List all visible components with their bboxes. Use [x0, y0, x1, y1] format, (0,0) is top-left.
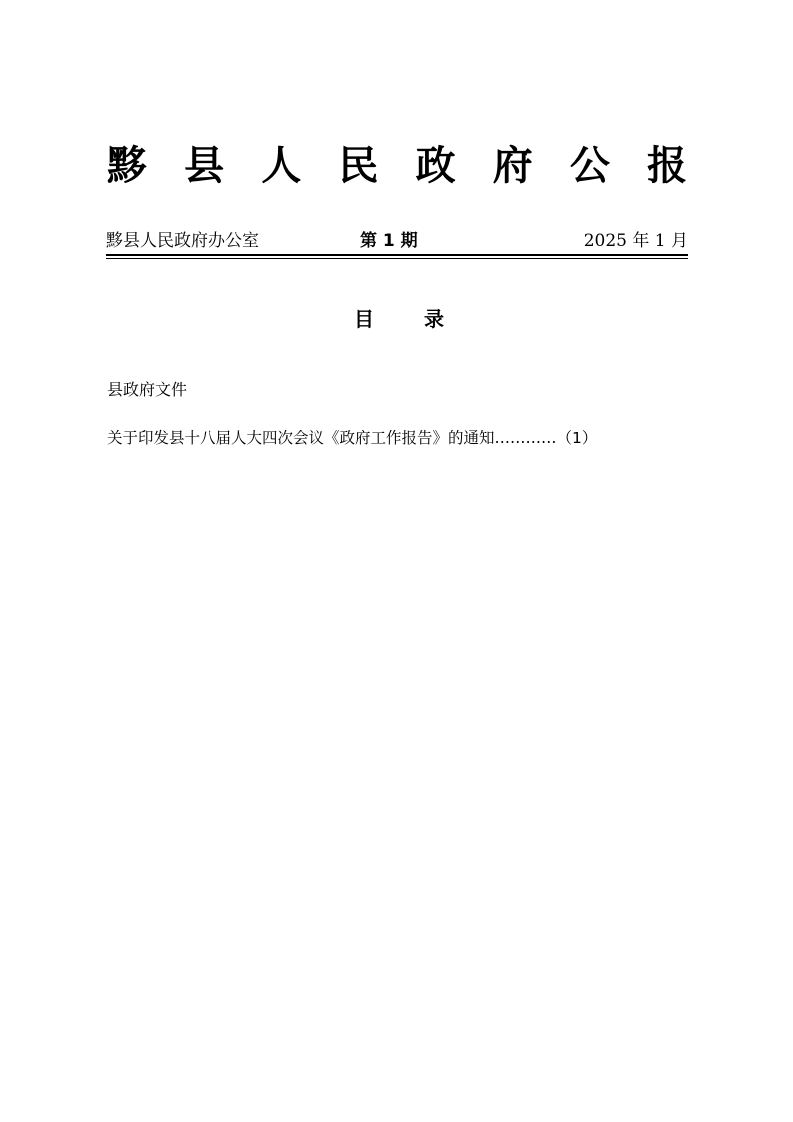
toc-entry[interactable] [107, 426, 688, 450]
toc-heading-char: 目 [354, 307, 374, 331]
masthead [106, 228, 688, 254]
toc-heading-char: 录 [424, 307, 444, 331]
title-char: 民 [338, 142, 379, 189]
issue-number: 第 1 期 [360, 231, 418, 251]
title-char: 黟 [107, 142, 147, 189]
title-char: 报 [646, 142, 687, 189]
bulletin-title [106, 140, 688, 192]
toc-heading [354, 304, 444, 334]
title-char: 政 [415, 142, 456, 189]
title-char: 府 [492, 142, 533, 189]
toc-section-title: 县政府文件 [107, 380, 188, 399]
issuing-office: 黟县人民政府办公室 [106, 231, 259, 251]
title-char: 县 [184, 142, 225, 189]
issue-date: 2025 年 1 月 [583, 231, 688, 251]
toc-entry-page-number: （1） [556, 429, 598, 447]
masthead-divider-thick [106, 254, 688, 256]
title-char: 公 [569, 142, 610, 189]
title-char: 人 [261, 142, 302, 189]
masthead-divider-thin [106, 258, 688, 259]
toc-entry-text[interactable]: 关于印发县十八届人大四次会议《政府工作报告》的通知………… [107, 429, 557, 447]
